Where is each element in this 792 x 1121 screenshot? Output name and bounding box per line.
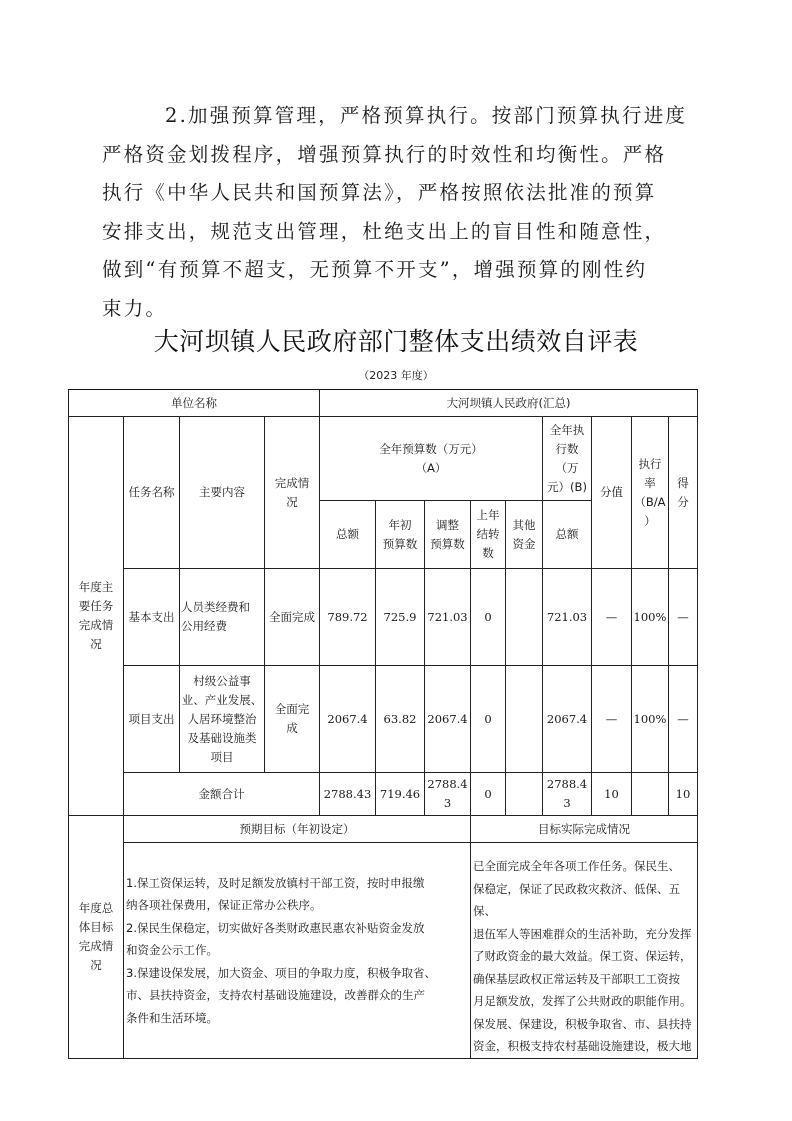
text-line: （B/A	[634, 494, 666, 509]
performance-evaluation-table	[68, 389, 698, 1059]
task-name: 基本支出	[124, 569, 180, 666]
paragraph-line: 2.加强预算管理，严格预算执行。按部门预算执行进度	[165, 104, 688, 127]
text-line: 其他	[512, 517, 536, 532]
text-line: 结转	[476, 527, 500, 541]
initial-budget: 63.82	[376, 666, 425, 773]
text-line: 公用经费	[181, 619, 227, 633]
text-line: 条件和生活环境。	[126, 1010, 218, 1025]
header-execution-total: 总额	[543, 501, 592, 569]
text-line: 况	[286, 494, 298, 509]
header-annual-execution	[543, 417, 592, 501]
header-other-funds	[506, 501, 543, 569]
goals-content-row	[69, 843, 698, 1059]
header-completion	[265, 417, 320, 569]
text-line: 资金	[512, 536, 536, 551]
text-line: 全面完成	[269, 609, 315, 624]
text-line: 全年执	[549, 422, 585, 437]
text-line: 3	[443, 796, 452, 810]
main-content	[180, 666, 265, 773]
main-content	[180, 569, 265, 666]
text-line: 年度总	[78, 900, 114, 915]
text-line: 2788.4	[427, 777, 468, 791]
sum-row	[69, 773, 698, 816]
text-line: （A）	[415, 460, 447, 475]
execution-rate: 100%	[632, 666, 669, 773]
text-line: 市、县扶持资金，支持农村基础设施建设，改善群众的生产	[126, 988, 425, 1002]
text-line: 元）(B)	[547, 479, 587, 494]
text-line: 预算数	[430, 536, 465, 551]
score: —	[669, 569, 698, 666]
carryover: 0	[471, 569, 506, 666]
header-main-content: 主要内容	[180, 417, 265, 569]
header-adjusted-budget	[425, 501, 471, 569]
text-line: 村级公益事	[193, 673, 251, 688]
sum-score-value: 10	[592, 773, 632, 816]
sum-label: 金额合计	[124, 773, 320, 816]
header-row-1	[69, 417, 698, 501]
budget-total: 789.72	[320, 569, 376, 666]
execution-total: 2067.4	[543, 666, 592, 773]
score-value: —	[592, 569, 632, 666]
text-line: 和资金公示工作。	[126, 943, 218, 957]
text-line: 项目	[210, 749, 234, 764]
unit-row	[69, 390, 698, 417]
text-line: 执行	[638, 456, 662, 471]
adjusted-budget: 721.03	[425, 569, 471, 666]
adjusted-budget: 2067.4	[425, 666, 471, 773]
text-line: 况	[90, 957, 102, 972]
text-line: 3	[563, 796, 571, 810]
header-score	[669, 417, 698, 569]
text-line: 确保基层政权正常运转及干部职工工资按	[473, 971, 680, 986]
expected-goals-text	[124, 843, 471, 1059]
text-line: 率	[644, 475, 656, 490]
other-funds	[506, 569, 543, 666]
score: —	[669, 666, 698, 773]
text-line: 年初	[388, 517, 412, 532]
header-carryover	[471, 501, 506, 569]
text-line: 全面完	[274, 702, 310, 716]
text-line: 数	[482, 546, 494, 560]
text-line: 全年预算数（万元）	[379, 441, 483, 456]
text-line: 保发展、保建设，积极争取省、市、县扶持	[473, 1016, 692, 1031]
other-funds	[506, 666, 543, 773]
text-line: 况	[90, 637, 102, 651]
table-row	[69, 666, 698, 773]
paragraph-line: 安排支出，规范支出管理，杜绝支出上的盲目性和随意性，	[102, 219, 667, 243]
text-line: 资金，积极支持农村基础设施建设，极大地	[473, 1039, 692, 1053]
sum-execution-total	[543, 773, 592, 816]
text-line: 已全面完成全年各项工作任务。保民生、	[473, 859, 680, 873]
text-line: 调整	[436, 517, 459, 532]
text-line: 人居环境整治	[187, 711, 257, 726]
text-line: 1.保工资保运转，及时足额发放镇村干部工资，按时申报缴	[126, 875, 425, 890]
actual-completion-text	[471, 843, 698, 1059]
text-line: 纳各项社保费用，保证正常办公秩序。	[126, 898, 322, 912]
header-task-name: 任务名称	[124, 417, 180, 569]
text-line: 3.保建设保发展，加大资金、项目的争取力度，积极争取省、	[126, 965, 436, 980]
execution-rate: 100%	[632, 569, 669, 666]
text-line: ）	[644, 513, 656, 528]
sum-execution-rate	[632, 773, 669, 816]
header-execution-rate	[632, 417, 669, 569]
paragraph-line: 严格资金划拨程序，增强预算执行的时效性和均衡性。严格	[102, 142, 667, 166]
sum-initial-budget: 719.46	[376, 773, 425, 816]
text-line: 完成情	[78, 618, 114, 632]
sum-other-funds	[506, 773, 543, 816]
table-row	[69, 569, 698, 666]
text-line: 月足额发放，发挥了公共财政的职能作用。	[473, 994, 692, 1008]
text-line: 体目标	[78, 919, 114, 934]
text-line: 年度主	[78, 580, 114, 594]
paragraph-line: 执行《中华人民共和国预算法》，严格按照依法批准的预算	[102, 181, 657, 205]
expected-goals-header: 预期目标（年初设定）	[124, 816, 471, 843]
budget-total: 2067.4	[320, 666, 376, 773]
fiscal-year-label: （2023 年度）	[358, 369, 434, 382]
text-line: 完成情	[274, 475, 310, 490]
page-title: 大河坝镇人民政府部门整体支出绩效自评表	[153, 327, 639, 356]
unit-name-value: 大河坝镇人民政府(汇总)	[320, 390, 698, 417]
text-line: 完成情	[78, 938, 114, 953]
task-name: 项目支出	[124, 666, 180, 773]
paragraph-line: 束力。	[102, 296, 168, 320]
header-initial-budget	[376, 501, 425, 569]
header-score-value: 分值	[592, 417, 632, 569]
score-value: —	[592, 666, 632, 773]
text-line: 保稳定，保证了民政救灾救济、低保、五保、	[473, 881, 680, 918]
text-line: 得	[677, 475, 689, 490]
execution-total: 721.03	[543, 569, 592, 666]
body-paragraph	[102, 97, 692, 329]
text-line: 2788.4	[546, 777, 588, 791]
sum-carryover: 0	[471, 773, 506, 816]
actual-completion-header: 目标实际完成情况	[471, 816, 698, 843]
text-line: （万	[555, 460, 579, 475]
unit-name-label: 单位名称	[69, 390, 320, 417]
sum-budget-total: 2788.43	[320, 773, 376, 816]
text-line: 人员类经费和	[181, 600, 250, 614]
completion-status	[265, 569, 320, 666]
sum-score: 10	[669, 773, 698, 816]
sum-adjusted-budget	[425, 773, 471, 816]
carryover: 0	[471, 666, 506, 773]
completion-status	[265, 666, 320, 773]
header-budget-total: 总额	[320, 501, 376, 569]
goals-header-row	[69, 816, 698, 843]
text-line: 行数	[555, 441, 579, 456]
section-annual-tasks-label	[69, 417, 124, 816]
text-line: 要任务	[78, 599, 114, 613]
text-line: 2.保民生保稳定，切实做好各类财政惠民惠农补贴资金发放	[126, 920, 425, 935]
initial-budget: 725.9	[376, 569, 425, 666]
text-line: 预算数	[382, 536, 418, 551]
text-line: 业、产业发展、	[181, 692, 263, 707]
text-line: 成	[286, 721, 298, 735]
text-line: 了财政资金的最大效益。保工资、保运转，	[473, 949, 692, 963]
paragraph-line: 做到“有预算不超支，无预算不开支”，增强预算的刚性约	[102, 258, 648, 282]
text-line: 分	[677, 494, 689, 509]
text-line: 退伍军人等困难群众的生活补助，充分发挥	[473, 926, 692, 941]
header-annual-budget	[320, 417, 543, 501]
text-line: 及基础设施类	[187, 730, 257, 745]
text-line: 上年	[476, 508, 500, 522]
section-overall-goals-label	[69, 816, 124, 1059]
